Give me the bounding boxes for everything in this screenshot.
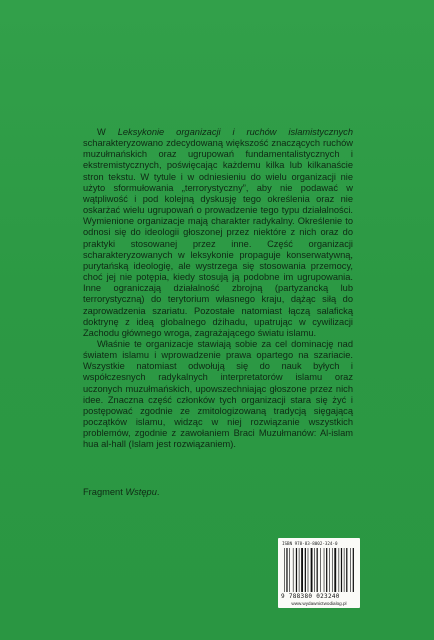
barcode-bar xyxy=(284,548,285,592)
barcode-bar xyxy=(341,548,342,592)
barcode-bar xyxy=(344,548,345,592)
barcode-bar xyxy=(317,548,318,592)
barcode-bar xyxy=(320,548,321,592)
barcode-bar xyxy=(326,548,327,592)
blurb-text xyxy=(83,127,353,451)
barcode-bar xyxy=(301,548,303,592)
publisher-url: www.wydawnictwodialog.pl xyxy=(291,600,347,606)
barcode-bar xyxy=(324,548,325,592)
barcode-bar xyxy=(308,548,309,592)
barcode-bar xyxy=(311,548,313,592)
barcode-bar xyxy=(332,548,333,592)
barcode-bar xyxy=(350,548,351,592)
barcode-digits: 9 788380 023240 xyxy=(281,593,340,600)
barcode-bar xyxy=(299,548,300,592)
barcode-bar xyxy=(339,548,340,592)
paragraph-body: Właśnie te organizacje stawiają sobie za cel dominację nad światem islamu i wprowadzenie prawa opartego na szariacie. Wszystkie natomiast odwołują się do nauk byłych i współczesnych radykalnych interpretatorów islamu oraz uczonych muzułmańskich, upowszechniając głoszone przez nich idee. Znaczna część członków tych organizacji stara się żyć i postępować zgodnie ze zmitologizowaną tradycją sięgającą początków islamu, widząc w niej rozwiązanie wszystkich problemów, zgodnie z zawołaniem Braci Muzułmanów: Al-islam hua al-hall (Islam jest rozwiązaniem). xyxy=(83,338,353,450)
barcode-bar xyxy=(346,548,347,592)
barcode-bar xyxy=(329,548,330,592)
fragment-attribution: Fragment Wstępu. xyxy=(83,487,160,497)
isbn-barcode-label xyxy=(278,538,360,608)
barcode-bar xyxy=(286,548,287,592)
book-title-italic: Leksykonie organizacji i ruchów islamistycznych xyxy=(117,127,354,137)
fragment-source-italic: Wstępu xyxy=(125,487,157,497)
barcode-bar xyxy=(353,548,354,592)
blurb-paragraph-2 xyxy=(83,339,353,451)
paragraph-lead: W xyxy=(97,127,118,137)
barcode-bar xyxy=(293,548,294,592)
barcode-bar xyxy=(305,548,306,592)
barcode-bar xyxy=(296,548,297,592)
barcode-bar xyxy=(334,548,336,592)
barcode-icon xyxy=(284,548,354,592)
barcode-bar xyxy=(289,548,290,592)
barcode-bar xyxy=(314,548,315,592)
blurb-paragraph-1 xyxy=(83,127,353,339)
paragraph-body: scharakteryzowano zdecydowaną większość znaczących ruchów muzułmańskich oraz ugrupowań fundamentalistycznych i ekstremistycznych, poświęcając każdemu kilka lub kilkanaście stron tekstu. W tytule i w odniesieniu do wielu organizacji nie użyto sformułowania „terrorystyczny”, aby nie podawać w wątpliwość i pod kolejną dyskusję tego określenia oraz nie oskarżać wielu ugrupowań o prowadzenie tego typu działalności. Wymienione organizacje mają charakter radykalny. Określenie to odnosi się do ideologii głoszonej przez niektóre z nich oraz do praktyki stosowanej przez inne. Część organizacji scharakteryzowanych w leksykonie propaguje konserwatywną, purytańską ideologię, ale wystrzega się stosowania przemocy, choć jej nie potępia, kiedy stosują ją podobne im ugrupowania. Inne ograniczają działalność zbrojną (partyzancką lub terrorystyczną) do terytorium własnego kraju, dążąc siłą do zaprowadzenia szariatu. Pozostałe natomiast łączą salaficką doktrynę z ideą globalnego dżihadu, upatrując w cywilizacji Zachodu głównego wroga, zagrażającego światu islamu. xyxy=(83,138,353,338)
isbn-number: ISBN 978-83-8002-324-0 xyxy=(282,541,338,546)
